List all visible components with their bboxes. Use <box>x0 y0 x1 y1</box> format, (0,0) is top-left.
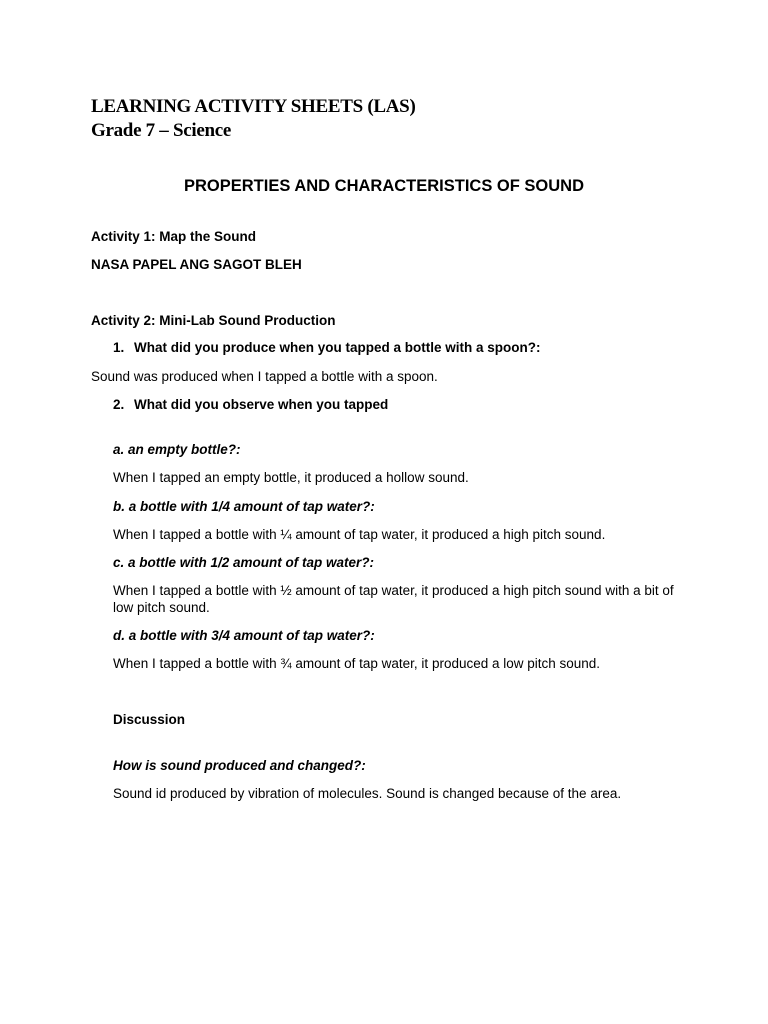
question-1-text: What did you produce when you tapped a bottle with a spoon?: <box>134 340 541 355</box>
question-2-number: 2. <box>113 397 125 412</box>
question-2 <box>113 398 388 412</box>
page-title: PROPERTIES AND CHARACTERISTICS OF SOUND <box>184 177 584 195</box>
part-a-prompt: a. an empty bottle?: <box>113 442 241 457</box>
question-1-number: 1. <box>113 340 125 355</box>
discussion-question: How is sound produced and changed?: <box>113 758 366 773</box>
activity1-heading: Activity 1: Map the Sound <box>91 229 257 244</box>
discussion-answer: Sound id produced by vibration of molecules. Sound is changed because of the area. <box>113 786 622 801</box>
part-d-prompt: d. a bottle with 3/4 amount of tap water?: <box>113 628 375 643</box>
grade-subject: Grade 7 – Science <box>91 120 232 141</box>
activity2-heading: Activity 2: Mini-Lab Sound Production <box>91 313 336 328</box>
discussion-heading: Discussion <box>113 712 186 727</box>
part-c-prompt: c. a bottle with 1/2 amount of tap water?: <box>113 555 375 570</box>
activity1-note: NASA PAPEL ANG SAGOT BLEH <box>91 257 302 272</box>
question-1 <box>113 341 541 355</box>
part-c-answer: When I tapped a bottle with ½ amount of tap water, it produced a high pitch sound with a bit of low pitch sound. <box>113 583 674 615</box>
question-1-answer: Sound was produced when I tapped a bottle with a spoon. <box>91 369 438 384</box>
part-b-prompt: b. a bottle with 1/4 amount of tap water?: <box>113 499 375 514</box>
part-d-answer: When I tapped a bottle with ¾ amount of tap water, it produced a low pitch sound. <box>113 656 601 671</box>
part-a-answer: When I tapped an empty bottle, it produced a hollow sound. <box>113 470 469 485</box>
document-title: LEARNING ACTIVITY SHEETS (LAS) <box>91 96 416 117</box>
question-2-text: What did you observe when you tapped <box>134 397 389 412</box>
part-b-answer: When I tapped a bottle with ¼ amount of tap water, it produced a high pitch sound. <box>113 527 606 542</box>
